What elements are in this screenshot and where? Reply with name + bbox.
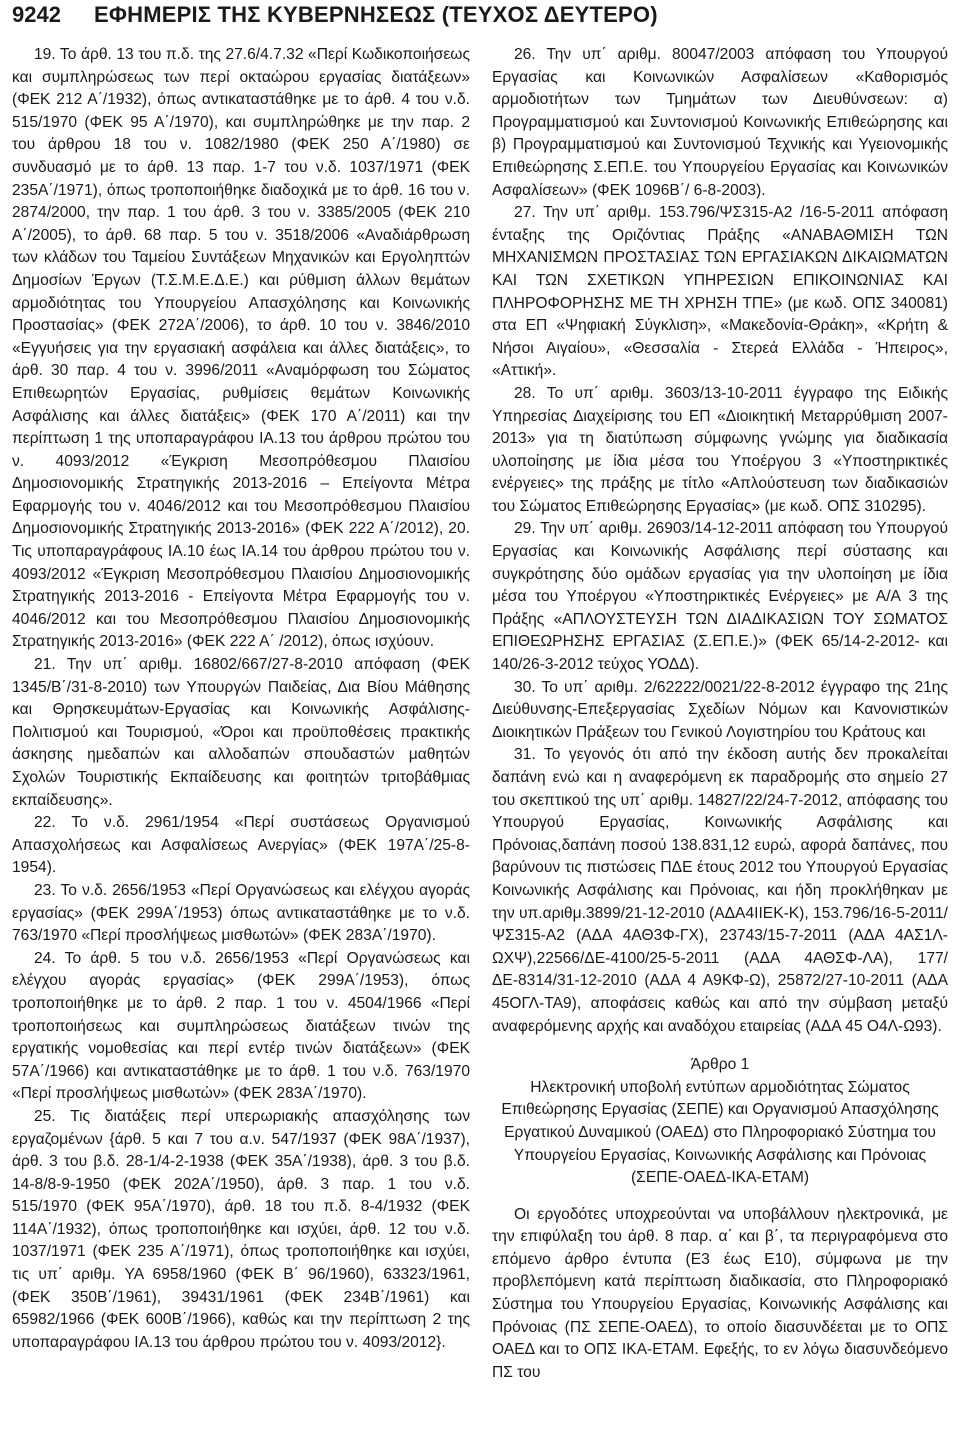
paragraph-28: 28. Το υπ΄ αριθμ. 3603/13-10-2011 έγγραφο της Ειδικής Υπηρεσίας Διαχείρισης του ΕΠ «Διοικητική Μεταρρύθμιση 2007-2013» για τη διατύπωση σύμφωνης γνώμης για διαδικασία υλοποίησης με ίδια μέσα του Υποέργου 3 «Υποστηρικτικές ενέργειες» της πράξης με τίτλο «Απλούστευση των διαδικασιών του Σώματος Επιθεώρησης Εργασίας» (με κωδ. ΟΠΣ 310295).	[492, 384, 948, 515]
page-header	[12, 0, 948, 36]
paragraph-29: 29. Την υπ΄ αριθμ. 26903/14-12-2011 απόφαση του Υπουργού Εργασίας και Κοινωνικής Ασφάλισης περί σύστασης και συγκρότησης δύο ομάδων εργασίας για την υλοποίηση με ίδια μέσα του Υποέργου «Υποστηρικτικές Ενέργειες» με Α/Α 3 της Πράξης «ΑΠΛΟΥΣΤΕΥΣΗ ΤΩΝ ΔΙΑΔΙΚΑΣΙΩΝ ΤΟΥ ΣΩΜΑΤΟΣ ΕΠΙΘΕΩΡΗΣΗΣ ΕΡΓΑΣΙΑΣ (Σ.ΕΠ.Ε.)» (ΦΕΚ 65/14-2-2012- και 140/26-3-2012 τεύχος ΥΟΔΔ).	[492, 520, 948, 674]
paragraph-24: 24. Το άρθ. 5 του ν.δ. 2656/1953 «Περί Οργανώσεως και ελέγχου αγοράς εργασίας» (ΦΕΚ 299Α΄/1953), όπως τροποποιήθηκε με το άρθ. 2 παρ. 1 του ν. 4504/1966 «Περί τροποποιήσεως και συμπληρώσεως διατάξεων τινών της εργατικής νομοθεσίας και περί εντέρ τινών διατάξεων» (ΦΕΚ 57Α΄/1966) και αντικαταστάθηκε με το άρθ. 1 του ν.δ. 763/1970 «Περί προσλήψεως μισθωτών» (ΦΕΚ 283Α΄/1970).	[12, 949, 470, 1103]
article-body: Οι εργοδότες υποχρεούνται να υποβάλλουν ηλεκτρονικά, με την επιφύλαξη του άρθ. 8 παρ. α΄ και β΄, τα περιγραφόμενα στο επόμενο άρθρο έντυπα (Ε3 έως Ε10), σύμφωνα με την προβλεπόμενη κατά περίπτωση διαδικασία, στο Πληροφοριακό Σύστημα του Υπουργείου Εργασίας, Κοινωνικής Ασφάλισης και Πρόνοιας (ΠΣ ΣΕΠΕ-ΟΑΕΔ), το οποίο διασυνδέεται με το ΟΠΣ ΟΑΕΔ και το ΟΠΣ ΙΚΑ-ΕΤΑΜ. Εφεξής, το εν λόγω διασυνδεόμενο ΠΣ του	[492, 1205, 948, 1381]
paragraph-19-20: 19. Το άρθ. 13 του π.δ. της 27.6/4.7.32 «Περί Κωδικοποιήσεως και συμπληρώσεως των περί οκταώρου εργασίας διατάξεων» (ΦΕΚ 212 Α΄/1932), όπως αντικαταστάθηκε με το άρθ. 4 του ν.δ. 515/1970 (ΦΕΚ 95 Α΄/1970), και συμπληρώθηκε με την παρ. 2 του άρθρου 18 του ν. 1082/1980 (ΦΕΚ 250 Α΄/1980) σε συνδυασμό με το άρθ. 13 παρ. 1-7 του ν.δ. 1037/1971 (ΦΕΚ 235Α΄/1971), όπως τροποποιήθηκε διαδοχικά με το άρθ. 16 του ν. 2874/2000, την παρ. 1 του άρθ. 3 του ν. 3385/2005 (ΦΕΚ 210 Α΄/2005), το άρθ. 68 παρ. 5 του ν. 3518/2006 «Αναδιάρθρωση των κλάδων του Ταμείου Συντάξεων Μηχανικών και Εργοληπτών Δημοσίων Έργων (Τ.Σ.Μ.Ε.Δ.Ε.) και ρύθμιση άλλων θεμάτων αρμοδιότητας του Υπουργείου Απασχόλησης και Κοινωνικής Προστασίας» (ΦΕΚ 272Α΄/2006), το άρθ. 10 του ν. 3846/2010 «Εγγυήσεις για την εργασιακή ασφάλεια και άλλες διατάξεις», το άρθ. 30 παρ. 4 του ν. 3996/2011 «Αναμόρφωση του Σώματος Επιθεωρητών Εργασίας, ρυθμίσεις θεμάτων Κοινωνικής Ασφάλισης και άλλες διατάξεις» (ΦΕΚ 170 Α΄/2011) και την περίπτωση 1 της υποπαραγράφου ΙΑ.13 του άρθρου πρώτου του ν. 4093/2012 «Έγκριση Μεσοπρόθεσμου Πλαισίου Δημοσιονομικής Στρατηγικής 2013-2016 – Επείγοντα Μέτρα Εφαρμογής του ν. 4046/2012 και του Μεσοπρόθεσμου Πλαισίου Δημοσιονομικής Στρατηγικής 2013-2016» (ΦΕΚ 222 Α΄/2012), 20. Τις υποπαραγράφους ΙΑ.10 έως ΙΑ.14 του άρθρου πρώτου του ν. 4093/2012 «Έγκριση Μεσοπρόθεσμου Πλαισίου Δημοσιονομικής Στρατηγικής 2013-2016 - Επείγοντα Μέτρα Εφαρμογής του ν. 4046/2012 και του Μεσοπρόθεσμου Πλαισίου Δημοσιονομικής Στρατηγικής 2013-2016» (ΦΕΚ 222 Α΄ /2012), όπως ισχύουν.	[12, 46, 470, 651]
paragraph-31: 31. Το γεγονός ότι από την έκδοση αυτής δεν προκαλείται δαπάνη ενώ και η αναφερόμενη εκ παραδρομής στο σημείο 27 του σκεπτικού της υπ΄ αριθμ. 14827/22/24-7-2012, απόφασης του Υπουργού Εργασίας, Κοινωνικής Ασφάλισης και Πρόνοιας,δαπάνη ποσού 138.831,12 ευρώ, αφορά δαπάνες, που βαρύνουν τις πιστώσεις ΠΔΕ έτους 2012 του Υπουργού Εργασίας Κοινωνικής Ασφάλισης και Πρόνοιας, και ήδη προκλήθηκαν με την υπ.αριθμ.3899/21-12-2010 (ΑΔΑ4ΙΙΕΚ-Κ), 153.796/16-5-2011/ΨΣ315-Α2 (ΑΔΑ 4ΑΘ3Φ-ΓΧ), 23743/15-7-2011 (ΑΔΑ 4ΑΣ1Λ-ΩΧΨ),22566/ΔΕ-4100/25-5-2011 (ΑΔΑ 4ΑΘΣΦ-ΛΑ), 177/ΔΕ-8314/31-12-2010 (ΑΔΑ 4 Α9ΚΦ-Ω), 25872/27-10-2011 (ΑΔΑ 45ΟΓΛ-ΤΑ9), αποφάσεις καθώς και από την σύμβαση μεταξύ αναφερόμενης αρχής και αναδόχου εταιρείας (ΑΔΑ 45 Ο4Λ-Ω93).	[492, 746, 949, 1035]
article-title: Ηλεκτρονική υποβολή εντύπων αρμοδιότητας Σώματος Επιθεώρησης Εργασίας (ΣΕΠΕ) και Οργανισμού Απασχόλησης Εργατικού Δυναμικού (ΟΑΕΔ) στο Πληροφοριακό Σύστημα του Υπουργείου Εργασίας, Κοινωνικής Ασφάλισης και Πρόνοιας (ΣΕΠΕ-ΟΑΕΔ-ΙΚΑ-ΕΤΑΜ)	[501, 1078, 939, 1187]
paragraph-23: 23. Το ν.δ. 2656/1953 «Περί Οργανώσεως και ελέγχου αγοράς εργασίας» (ΦΕΚ 299Α΄/1953) όπως αντικαταστάθηκε με το ν.δ. 763/1970 «Περί προσλήψεως μισθωτών» (ΦΕΚ 283Α΄/1970).	[12, 881, 470, 945]
paragraph-27: 27. Την υπ΄ αριθμ. 153.796/ΨΣ315-Α2 /16-5-2011 απόφαση ένταξης της Οριζόντιας Πράξης «ΑΝΑΒΑΘΜΙΣΗ ΤΩΝ ΜΗΧΑΝΙΣΜΩΝ ΠΡΟΣΤΑΣΙΑΣ ΤΩΝ ΕΡΓΑΣΙΑΚΩΝ ΔΙΚΑΙΩΜΑΤΩΝ ΚΑΙ ΤΩΝ ΣΧΕΤΙΚΩΝ ΥΠΗΡΕΣΙΩΝ ΕΠΙΚΟΙΝΩΝΙΑΣ ΚΑΙ ΠΛΗΡΟΦΟΡΗΣΗΣ ΜΕ ΤΗ ΧΡΗΣΗ ΤΠΕ» (με κωδ. ΟΠΣ 340081) στα ΕΠ «Ψηφιακή Σύγκλιση», «Μακεδονία-Θράκη», «Κρήτη & Νήσοι Αιγαίου», «Θεσσαλία - Στερεά Ελλάδα - Ήπειρος», «Αττική».	[492, 204, 948, 380]
right-column	[492, 44, 948, 1384]
paragraph-21: 21. Την υπ΄ αριθμ. 16802/667/27-8-2010 απόφαση (ΦΕΚ 1345/Β΄/31-8-2010) των Υπουργών Παιδείας, Δια Βίου Μάθησης και Θρησκευμάτων-Εργασίας και Κοινωνικής Ασφάλισης-Πολιτισμού και Τουρισμού, «Όροι και προϋποθέσεις πρακτικής άσκησης ημεδαπών και αλλοδαπών σπουδαστών μαθητών Σχολών Τουριστικής Εκπαίδευσης και φοιτητών τριτοβάθμιας εκπαίδευσης».	[12, 656, 470, 809]
paragraph-22: 22. Το ν.δ. 2961/1954 «Περί συστάσεως Οργανισμού Απασχολήσεως και Ασφαλίσεως Ανεργίας» (ΦΕΚ 197Α΄/25-8-1954).	[12, 814, 470, 877]
left-column	[12, 44, 470, 1354]
paragraph-30: 30. Το υπ΄ αριθμ. 2/62222/0021/22-8-2012 έγγραφο της 21ης Διεύθυνσης-Επεξεργασίας Σχεδίων Νόμων και Κανονιστικών Διοικητικών Πράξεων του Γενικού Λογιστηρίου του Κράτους και	[492, 678, 948, 741]
page-number: 9242	[12, 2, 61, 27]
paragraph-26: 26. Την υπ΄ αριθμ. 80047/2003 απόφαση του Υπουργού Εργασίας και Κοινωνικών Ασφαλίσεων «Καθορισμός αρμοδιοτήτων των Τμημάτων των Διευθύνσεων: α) Προγραμματισμού και Συντονισμού Κοινωνικής Επιθεώρησης και β) Προγραμματισμού και Συντονισμού Τεχνικής και Υγειονομικής Επιθεώρησης Σ.ΕΠ.Ε. του Υπουργείου Εργασίας και Κοινωνικών Ασφαλίσεων» (ΦΕΚ 1096Β΄/ 6-8-2003).	[492, 46, 948, 199]
article-number: Άρθρο 1	[690, 1056, 750, 1074]
paragraph-25: 25. Τις διατάξεις περί υπερωριακής απασχόλησης των εργαζομένων {άρθ. 5 και 7 του α.ν. 547/1937 (ΦΕΚ 98Α΄/1937), άρθ. 3 του β.δ. 28-1/4-2-1938 (ΦΕΚ 35Α΄/1938), άρθ. 3 του β.δ. 14-8/8-9-1950 (ΦΕΚ 202Α΄/1950), άρθ. 3 παρ. 1 του ν.δ. 515/1970 (ΦΕΚ 95Α΄/1970), άρθ. 18 του π.δ. 8-4/1932 (ΦΕΚ 114Α΄/1932), όπως τροποποιήθηκε και ισχύει, άρθ. 12 του ν.δ. 1037/1971 (ΦΕΚ 235 Α΄/1971), όπως τροποποιήθηκε και ισχύει, τις υπ΄ αριθμ. ΥΑ 6958/1960 (ΦΕΚ Β΄ 96/1960), 63323/1961, (ΦΕΚ 350Β΄/1961), 39431/1961 (ΦΕΚ 234Β΄/1961) και 65982/1966 (ΦΕΚ 600Β΄/1966), καθώς και την περίπτωση 2 της υποπαραγράφου ΙΑ.13 του άρθρου πρώτου του ν. 4093/2012}.	[12, 1107, 470, 1351]
gazette-title: ΕΦΗΜΕΡΙΣ ΤΗΣ ΚΥΒΕΡΝΗΣΕΩΣ (ΤΕΥΧΟΣ ΔΕΥΤΕΡΟ)	[94, 2, 658, 27]
